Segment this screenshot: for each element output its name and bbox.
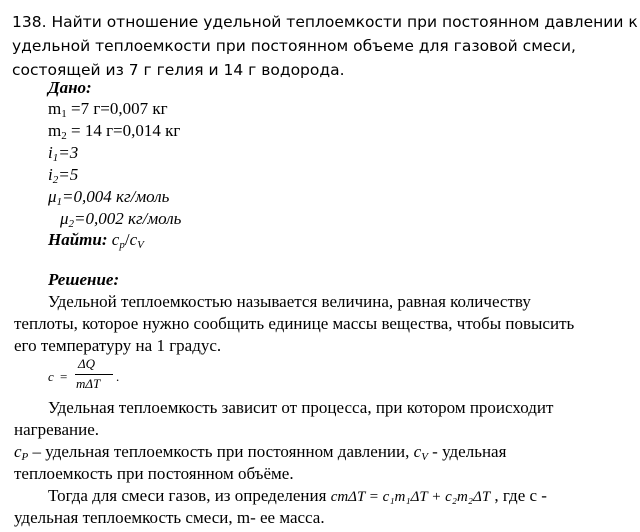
paragraph-3-line-1 <box>14 442 506 462</box>
cv-symbol: c <box>413 442 422 461</box>
fraction-bar <box>75 374 113 375</box>
paragraph-4-line-1 <box>48 486 547 506</box>
problem-line-3: состоящей из 7 г гелия и 14 г водорода. <box>12 61 345 79</box>
find-label: Найти: <box>48 230 108 249</box>
paragraph-1-line-2: теплоты, которое нужно сообщить единице массы вещества, чтобы повысить <box>14 314 575 333</box>
formula-numerator: ΔQ <box>78 356 96 371</box>
mu1-subscript: 1 <box>56 196 63 208</box>
i1-subscript: 1 <box>52 152 59 164</box>
find-cv-subscript: V <box>137 239 144 251</box>
find-slash: / <box>124 230 130 249</box>
mu2-symbol: μ <box>60 209 69 228</box>
paragraph-1-line-3: его температуру на 1 градус. <box>14 336 222 355</box>
specific-heat-formula <box>48 356 138 394</box>
formula-equals: = <box>60 369 68 384</box>
mu1-value: =0,004 кг/моль <box>62 187 170 206</box>
solution-heading: Решение: <box>48 270 120 289</box>
given-i1 <box>48 143 78 163</box>
m2-value: = 14 г=0,014 кг <box>66 121 181 140</box>
cp-subscript: P <box>21 451 29 463</box>
mu2-subscript: 2 <box>68 218 75 230</box>
cp-symbol: c <box>14 442 22 461</box>
given-i2 <box>48 165 78 185</box>
find-cp-subscript: p <box>119 239 125 251</box>
mixture-heat-equation: cmΔT = c₁m₁ΔT + c₂m₂ΔT <box>330 489 491 505</box>
problem-line-1: 138. Найти отношение удельной теплоемкости при постоянном давлении к <box>12 13 638 31</box>
formula-denominator: mΔT <box>76 376 101 391</box>
paragraph-1-line-1: Удельной теплоемкостью называется величина, равная количеству <box>48 292 531 311</box>
i1-symbol: i <box>48 143 53 162</box>
given-mu2 <box>60 209 181 229</box>
formula-period: . <box>116 369 120 384</box>
paragraph-4-tail: , где с - <box>490 486 547 505</box>
find-cp-symbol: c <box>111 230 120 249</box>
find-cv-symbol: c <box>129 230 138 249</box>
paragraph-2-line-1: Удельная теплоемкость зависит от процесса, при котором происходит <box>48 398 554 417</box>
cv-subscript: V <box>421 451 428 463</box>
cp-description: – удельная теплоемкость при постоянном давлении, <box>28 442 414 461</box>
i2-subscript: 2 <box>52 174 59 186</box>
paragraph-4-text: Тогда для смеси газов, из определения <box>48 486 331 505</box>
m2-symbol: m <box>48 121 62 140</box>
given-mu1 <box>48 187 169 207</box>
mu2-value: =0,002 кг/моль <box>74 209 182 228</box>
given-heading: Дано: <box>48 78 92 97</box>
m1-value: =7 г=0,007 кг <box>66 99 168 118</box>
m1-symbol: m <box>48 99 62 118</box>
find-row <box>48 230 144 250</box>
i1-value: =3 <box>58 143 79 162</box>
mu1-symbol: μ <box>48 187 57 206</box>
i2-symbol: i <box>48 165 53 184</box>
paragraph-4-line-2: удельная теплоемкость смеси, m- ее масса. <box>14 508 325 527</box>
paragraph-3-line-2: теплоемкость при постоянном объёме. <box>14 464 294 483</box>
i2-value: =5 <box>58 165 79 184</box>
given-m2 <box>48 121 180 141</box>
cv-description: - удельная <box>427 442 507 461</box>
m2-subscript: 2 <box>61 130 67 142</box>
given-m1 <box>48 99 168 119</box>
paragraph-2-line-2: нагревание. <box>14 420 99 439</box>
m1-subscript: 1 <box>61 108 67 120</box>
formula-c: c <box>48 369 54 384</box>
problem-line-2: удельной теплоемкости при постоянном объеме для газовой смеси, <box>12 37 576 55</box>
